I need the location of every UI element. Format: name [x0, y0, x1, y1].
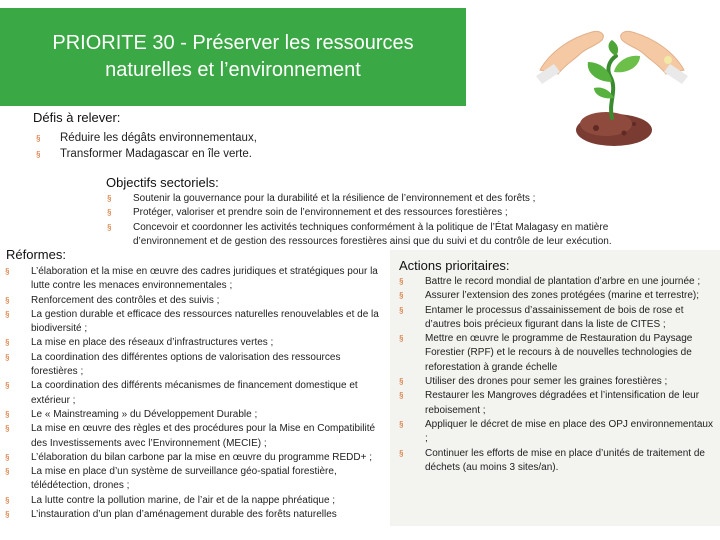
page-title: PRIORITE 30 - Préserver les ressources naturelles et l’environnement [52, 32, 414, 81]
list-item: § Mettre en œuvre le programme de Restauration du Paysage Forestier (RPF) et le recours à de nouvelles technologies de reforestation à grande échelle [425, 332, 715, 375]
list-item: § La coordination des différents mécanismes de financement domestique et extérieur ; [31, 379, 381, 408]
list-item: § Concevoir et coordonner les activités techniques conformément à la politique de l’État Malagasy en matière d’environnement et de gestion des ressources forestières ainsi que du suivi et du contrôle de leur exécution. [133, 221, 673, 250]
list-item: § La mise en place d’un système de surveillance géo-spatial forestière, télédétection, drones ; [31, 465, 381, 494]
list-item: § Assurer l’extension des zones protégées (marine et terrestre); [425, 289, 715, 303]
list-item: § Renforcement des contrôles et des suivis ; [31, 294, 381, 308]
list-item: § La mise en place des réseaux d’infrastructures vertes ; [31, 336, 381, 350]
list-item: § L’instauration d’un plan d’aménagement durable des forêts naturelles [31, 508, 381, 522]
objectifs-heading: Objectifs sectoriels: [106, 175, 219, 190]
objectifs-list [133, 192, 673, 249]
list-item: § Réduire les dégâts environnementaux, [60, 131, 480, 147]
list-item: § La coordination des différentes options de valorisation des ressources forestières ; [31, 351, 381, 380]
hands-protecting-seedling-icon [536, 12, 688, 152]
list-item: § Transformer Madagascar en île verte. [60, 147, 480, 163]
list-item: § Soutenir la gouvernance pour la durabilité et la résilience de l’environnement et des forêts ; [133, 192, 673, 206]
list-item: § Le « Mainstreaming » du Développement Durable ; [31, 408, 381, 422]
actions-heading: Actions prioritaires: [399, 258, 510, 273]
list-item: § La lutte contre la pollution marine, de l’air et de la nappe phréatique ; [31, 494, 381, 508]
list-item: § Protéger, valoriser et prendre soin de l’environnement et des ressources forestières ; [133, 206, 673, 220]
list-item: § Utiliser des drones pour semer les graines forestières ; [425, 375, 715, 389]
list-item: § La mise en œuvre des règles et des procédures pour la Mise en Compatibilité des Investissements avec l’Environnement (MECIE) ; [31, 422, 381, 451]
reformes-list [31, 265, 381, 522]
list-item: § Battre le record mondial de plantation d’arbre en une journée ; [425, 275, 715, 289]
list-item: § Appliquer le décret de mise en place des OPJ environnementaux ; [425, 418, 715, 447]
list-item: § Restaurer les Mangroves dégradées et l’intensification de leur reboisement ; [425, 389, 715, 418]
list-item: § La gestion durable et efficace des ressources naturelles renouvelables et de la biodiversité ; [31, 308, 381, 337]
actions-list [425, 275, 715, 475]
title-banner [0, 8, 466, 106]
list-item: § Entamer le processus d’assainissement de bois de rose et d’autres bois précieux figurant dans la liste de CITES ; [425, 304, 715, 333]
reformes-heading: Réformes: [6, 247, 66, 262]
list-item: § L’élaboration du bilan carbone par la mise en œuvre du programme REDD+ ; [31, 451, 381, 465]
list-item: § L’élaboration et la mise en œuvre des cadres juridiques et stratégiques pour la lutte contre les menaces environnementales ; [31, 265, 381, 294]
defis-list [60, 131, 480, 162]
list-item: § Continuer les efforts de mise en place d’unités de traitement de déchets (au moins 3 sites/an). [425, 447, 715, 476]
defis-heading: Défis à relever: [33, 110, 121, 125]
